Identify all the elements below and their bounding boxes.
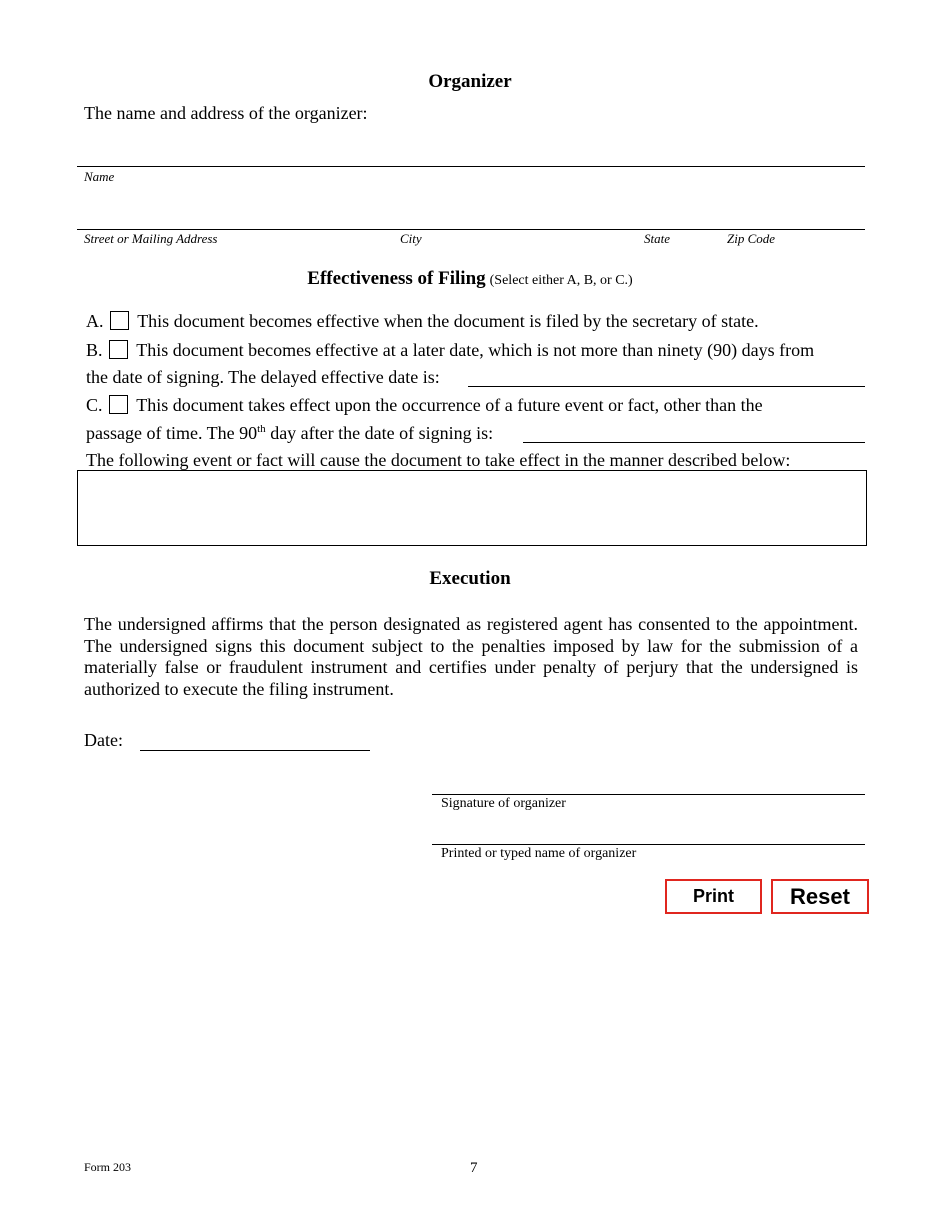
option-b-letter: B. — [86, 340, 103, 360]
effectiveness-note: (Select either A, B, or C.) — [489, 273, 633, 288]
print-button[interactable]: Print — [665, 879, 762, 914]
option-b-row — [86, 340, 814, 361]
option-c-text-after: day after the date of signing is: — [265, 423, 494, 443]
date-line — [140, 750, 370, 751]
page-number: 7 — [470, 1160, 478, 1176]
option-c-line2 — [86, 423, 493, 444]
address-line — [77, 229, 865, 230]
name-field[interactable] — [77, 132, 865, 166]
name-label: Name — [84, 169, 115, 184]
form-id: Form 203 — [84, 1160, 132, 1174]
option-c-superscript: th — [257, 423, 266, 435]
name-line — [77, 166, 865, 167]
event-prompt: The following event or fact will cause the document to take effect in the manner described below: — [86, 450, 791, 470]
option-a-checkbox[interactable] — [110, 311, 129, 330]
date-label: Date: — [84, 730, 123, 750]
zip-label: Zip Code — [727, 231, 776, 246]
option-a-row — [86, 311, 759, 332]
execution-paragraph: The undersigned affirms that the person designated as registered agent has consented to the appointment. The undersigned signs this document subject to the penalties imposed by law for the submission of a materially false or fraudulent instrument and certifies under penalty of perjury that the undersigned is authorized to execute the filing instrument. — [84, 614, 858, 699]
option-c-checkbox[interactable] — [109, 395, 128, 414]
option-a-letter: A. — [86, 311, 104, 331]
organizer-intro: The name and address of the organizer: — [84, 103, 368, 123]
option-c-text-before: passage of time. The 90 — [86, 423, 258, 443]
printed-name-field[interactable] — [432, 820, 865, 844]
execution-heading: Execution — [429, 568, 511, 589]
event-description-textarea[interactable] — [77, 470, 867, 546]
organizer-heading: Organizer — [428, 71, 512, 92]
delayed-date-line — [468, 386, 865, 387]
option-c-row — [86, 395, 763, 416]
option-b-text-line1: This document becomes effective at a later date, which is not more than ninety (90) days from — [136, 340, 815, 360]
ninetieth-day-field[interactable] — [523, 422, 865, 442]
ninetieth-day-line — [523, 442, 865, 443]
street-label: Street or Mailing Address — [84, 231, 218, 246]
reset-button[interactable]: Reset — [771, 879, 869, 914]
signature-line — [432, 794, 865, 795]
printed-name-label: Printed or typed name of organizer — [441, 846, 637, 861]
city-label: City — [400, 231, 422, 246]
effectiveness-header — [0, 268, 940, 290]
option-b-checkbox[interactable] — [109, 340, 128, 359]
printed-name-line — [432, 844, 865, 845]
option-c-text-line1: This document takes effect upon the occurrence of a future event or fact, other than the — [136, 395, 763, 415]
option-a-text: This document becomes effective when the document is filed by the secretary of state. — [137, 311, 759, 331]
option-c-letter: C. — [86, 395, 103, 415]
date-field[interactable] — [140, 731, 370, 750]
address-field[interactable] — [77, 195, 865, 229]
signature-field[interactable] — [432, 770, 865, 794]
signature-label: Signature of organizer — [441, 796, 566, 811]
option-b-text-line2: the date of signing. The delayed effective date is: — [86, 367, 440, 387]
delayed-date-field[interactable] — [468, 366, 865, 386]
state-label: State — [644, 231, 670, 246]
effectiveness-heading: Effectiveness of Filing — [307, 268, 486, 289]
